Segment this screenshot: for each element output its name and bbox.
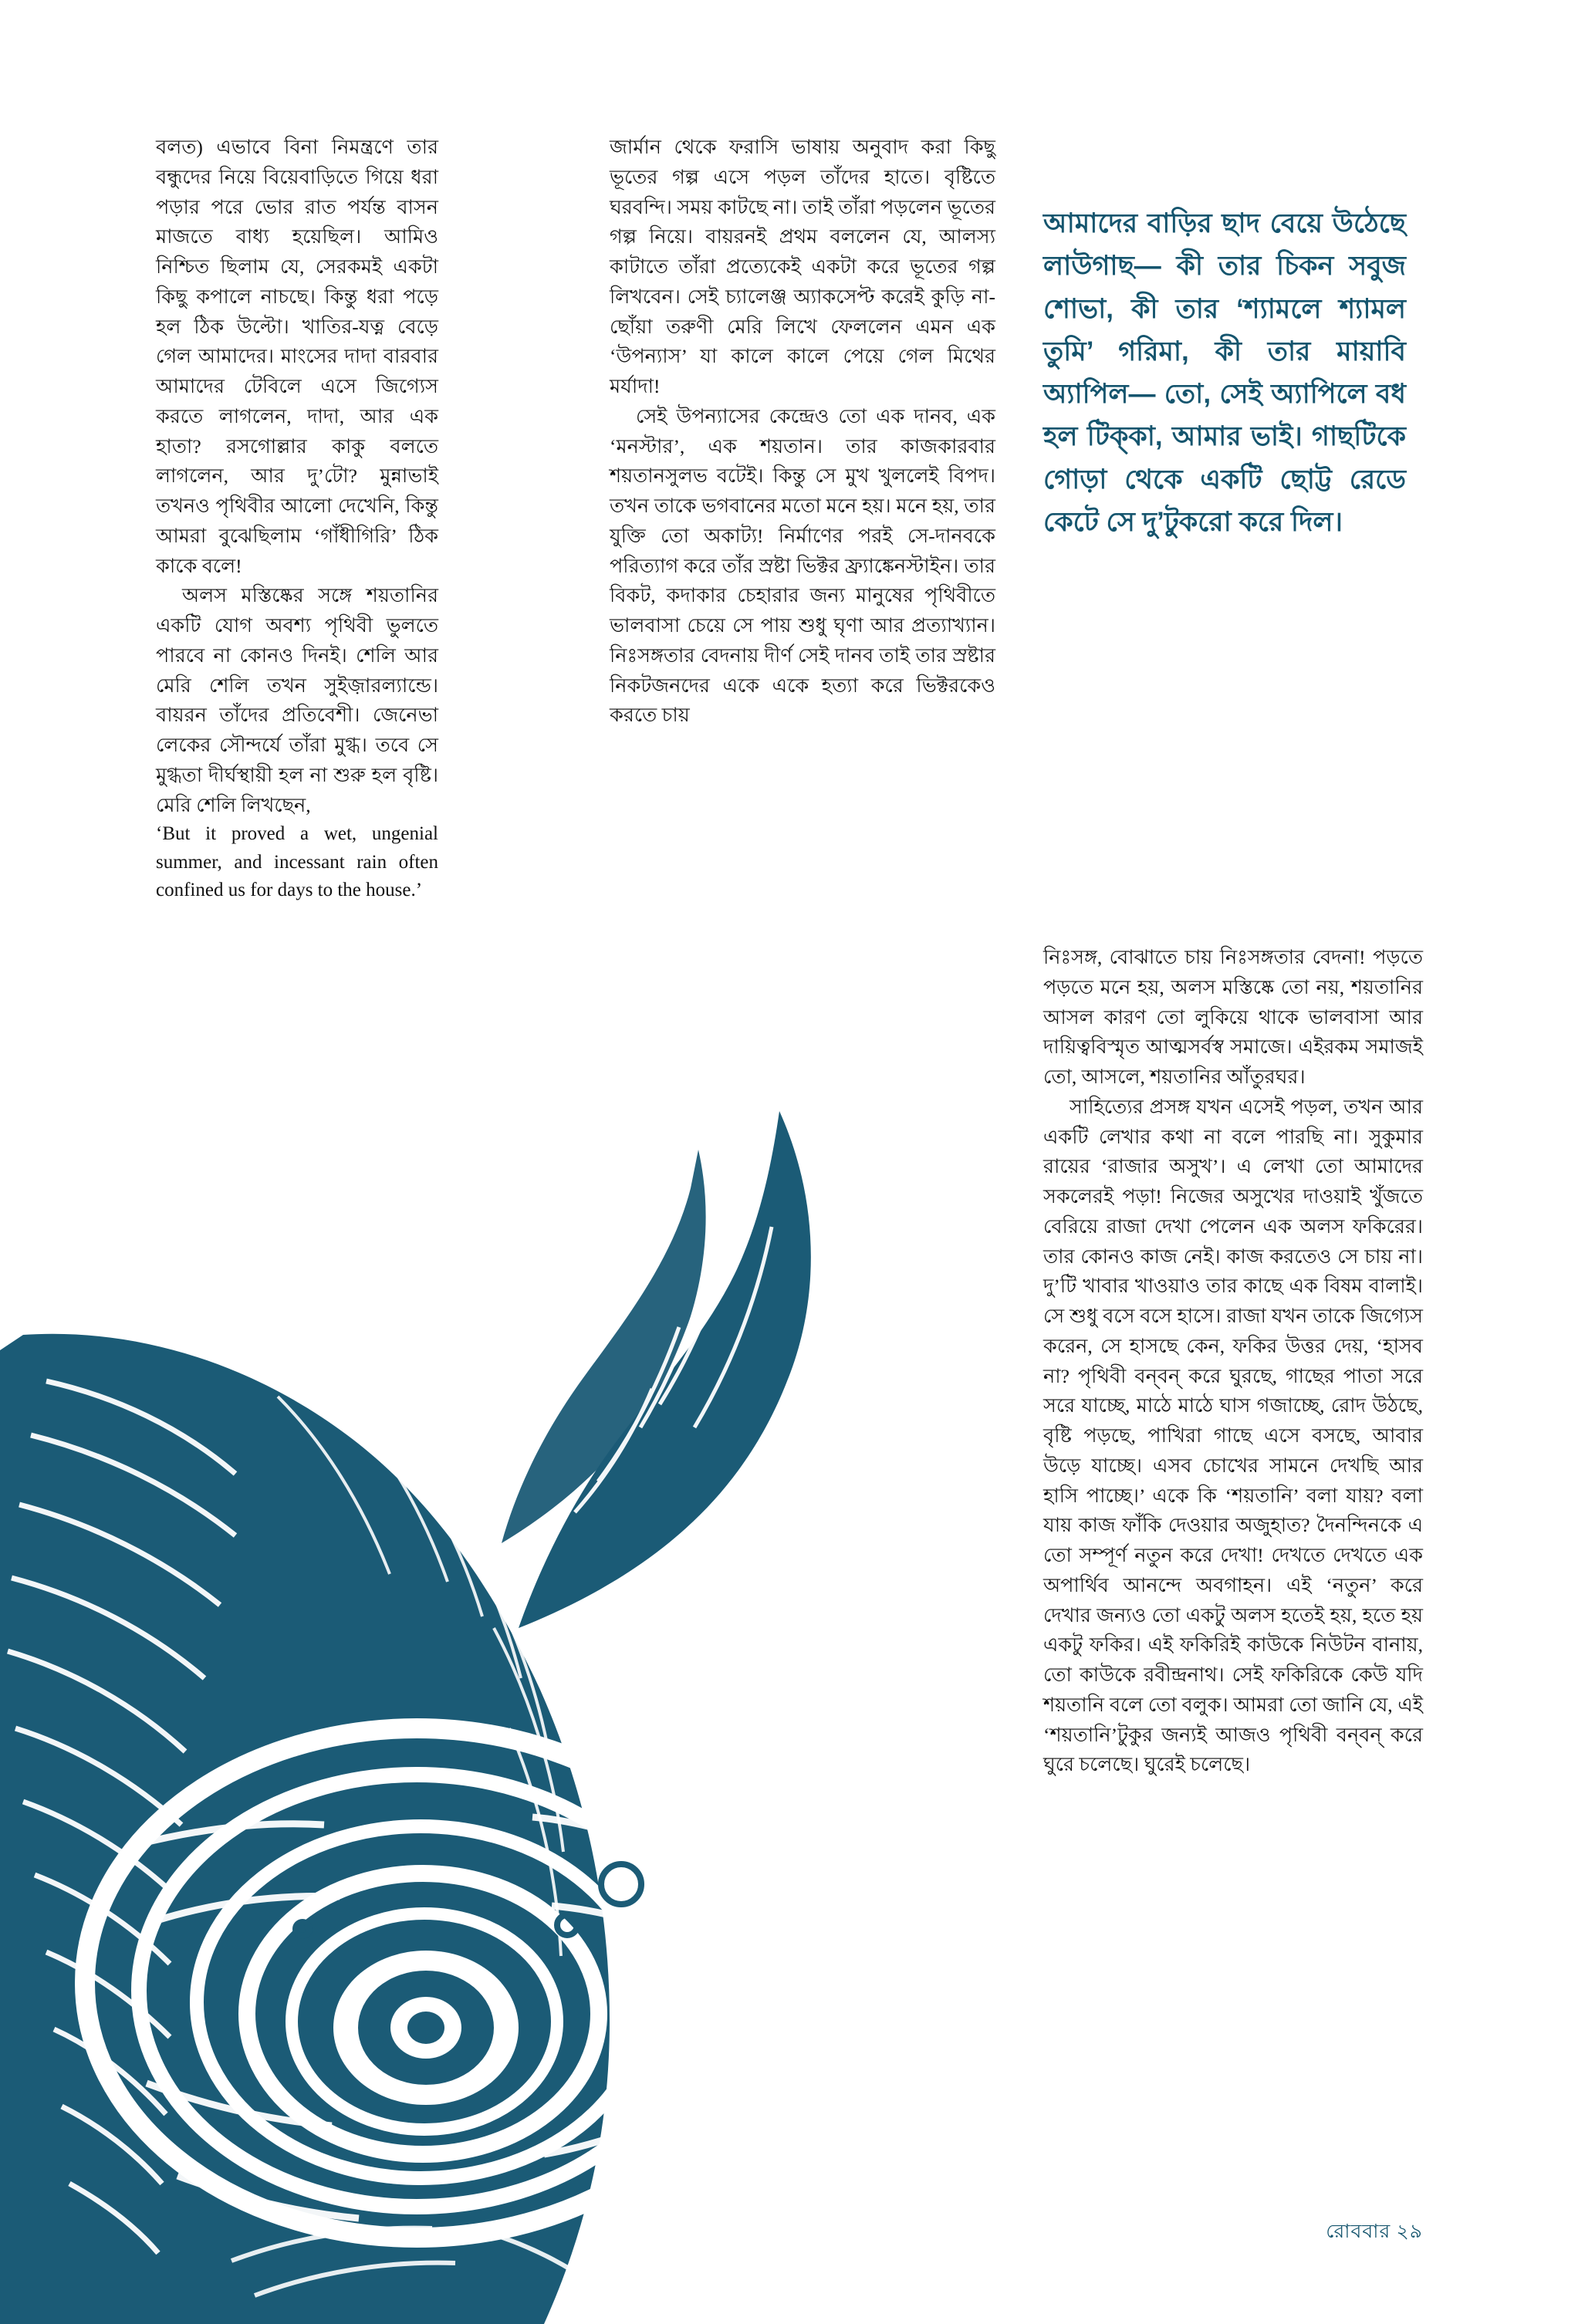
eye-monster-illustration [0,1103,995,2324]
paragraph: বলত) এভাবে বিনা নিমন্ত্রণে তার বন্ধুদের নিয়ে বিয়েবাড়িতে গিয়ে ধরা পড়ার পরে ভোর রাত পর্যন্ত বাসন মাজতে বাধ্য হয়েছিল। আমিও নিশ্চিত ছিলাম যে, সেরকমই একটা কিছু কপালে নাচছে। কিন্তু ধরা পড়ে হল ঠিক উল্টো। খাতির-যত্ন বেড়ে গেল আমাদের। মাংসের দাদা বারবার আমাদের টেবিলে এসে জিগ্যেস করতে লাগলেন, দাদা, আর এক হাতা? রসগোল্লার কাকু বলতে লাগলেন, আর দু’টো? মুন্নাভাই তখনও পৃথিবীর আলো দেখেনি, কিন্তু আমরা বুঝেছিলাম ‘গাঁধীগিরি’ ঠিক কাকে বলে! [156,136,438,577]
pull-quote: আমাদের বাড়ির ছাদ বেয়ে উঠেছে লাউগাছ— কী তার চিকন সবুজ শোভা, কী তার ‘শ্যামলে শ্যামল তুমি’ গরিমা, কী তার মায়াবি অ্যাপিল— তো, সেই অ্যাপিলে বধ হল টিক্‌কা, আমার ভাই। গাছটিকে গোড়া থেকে একটি ছোট্ট রেডে কেটে সে দু’টুকরো করে দিল। [1043,208,1406,538]
paragraph: জার্মান থেকে ফরাসি ভাষায় অনুবাদ করা কিছু ভূতের গল্প এসে পড়ল তাঁদের হাতে। বৃষ্টিতে ঘরবন্দি। সময় কাটছে না। তাই তাঁরা পড়লেন ভূতের গল্প নিয়ে। বায়রনই প্রথম বললেন যে, আলস্য কাটাতে তাঁরা প্রত্যেকেই একটা করে ভূতের গল্প লিখবেন। সেই চ্যালেঞ্জ অ্যাকসেপ্ট করেই কুড়ি না-ছোঁয়া তরুণী মেরি লিখে ফেললেন এমন এক ‘উপন্যাস’ যা কালে কালে পেয়ে গেল মিথের মর্যাদা! [610,136,995,397]
article-column-right [1043,943,1423,1780]
paragraph: সেই উপন্যাসের কেন্দ্রেও তো এক দানব, এক ‘মনস্টার’, এক শয়তান। তার কাজকারবার শয়তানসুলভ বটেই। কিন্তু সে মুখ খুললেই বিপদ। তখন তাকে ভগবানের মতো মনে হয়। মনে হয়, তার যুক্তি তো অকাট্য! নির্মাণের পরই সে-দানবকে পরিত্যাগ করে তাঁর স্রষ্টা ভিক্টর ফ্র্যাঙ্কেনস্টাইন। তার বিকট, কদাকার চেহারার জন্য মানুষের পৃথিবীতে ভালবাসা চেয়ে সে পায় শুধু ঘৃণা আর প্রত্যাখ্যান। নিঃসঙ্গতার বেদনায় দীর্ণ সেই দানব তাই তার স্রষ্টার নিকটজনদের একে একে হত্যা করে ভিক্টরকেও করতে চায় [610,404,995,727]
paragraph: সাহিত্যের প্রসঙ্গ যখন এসেই পড়ল, তখন আর একটি লেখার কথা না বলে পারছি না। সুকুমার রায়ের ‘রাজার অসুখ’। এ লেখা তো আমাদের সকলেরই পড়া! নিজের অসুখের দাওয়াই খুঁজতে বেরিয়ে রাজা দেখা পেলেন এক অলস ফকিরের। তার কোনও কাজ নেই। কাজ করতেও সে চায় না। দু’টি খাবার খাওয়াও তার কাছে এক বিষম বালাই। সে শুধু বসে বসে হাসে। রাজা যখন তাকে জিগ্যেস করেন, সে হাসছে কেন, ফকির উত্তর দেয়, ‘হাসব না? পৃথিবী বন্‌বন্‌ করে ঘুরছে, গাছের পাতা সরে সরে যাচ্ছে, মাঠে মাঠে ঘাস গজাচ্ছে, রোদ উঠছে, বৃষ্টি পড়ছে, পাখিরা গাছে এসে বসছে, আবার উড়ে যাচ্ছে। এসব চোখের সামনে দেখছি আর হাসি পাচ্ছে।’ একে কি ‘শয়তানি’ বলা যায়? বলা যায় কাজ ফাঁকি দেওয়ার অজুহাত? দৈনন্দিনকে এ তো সম্পূর্ণ নতুন করে দেখা! দেখতে দেখতে এক অপার্থিব আনন্দে অবগাহন। এই ‘নতুন’ করে দেখার জন্যও তো একটু অলস হতেই হয়, হতে হয় একটু ফকির। এই ফকিরিই কাউকে নিউটন বানায়, তো কাউকে রবীন্দ্রনাথ। সেই ফকিরিকে কেউ যদি শয়তানি বলে তো বলুক। আমরা তো জানি যে, এই ‘শয়তানি’টুকুর জন্যই আজও পৃথিবী বন্‌বন্‌ করে ঘুরে চলেছে। ঘুরেই চলেছে। [1043,1095,1423,1776]
article-column-middle [610,133,995,731]
paragraph: নিঃসঙ্গ, বোঝাতে চায় নিঃসঙ্গতার বেদনা! পড়তে পড়তে মনে হয়, অলস মস্তিষ্কে তো নয়, শয়তানির আসল কারণ তো লুকিয়ে থাকে ভালবাসা আর দায়িত্ববিস্মৃত আত্মসর্বস্ব সমাজে। এইরকম সমাজই তো, আসলে, শয়তানির আঁতুরঘর। [1043,946,1423,1088]
article-column-left [156,133,438,905]
english-quote: ‘But it proved a wet, ungenial summer, and incessant rain often confined us for days to the house.’ [156,823,438,901]
page-folio: রোববার ২৯ [1326,2221,1423,2242]
paragraph: অলস মস্তিষ্কের সঙ্গে শয়তানির একটি যোগ অবশ্য পৃথিবী ভুলতে পারবে না কোনও দিনই। শেলি আর মেরি শেলি তখন সুইজ়ারল্যান্ডে। বায়রন তাঁদের প্রতিবেশী। জেনেভা লেকের সৌন্দর্যে তাঁরা মুগ্ধ। তবে সে মুগ্ধতা দীর্ঘস্থায়ী হল না শুরু হল বৃষ্টি। মেরি শেলি লিখছেন, [156,584,438,816]
